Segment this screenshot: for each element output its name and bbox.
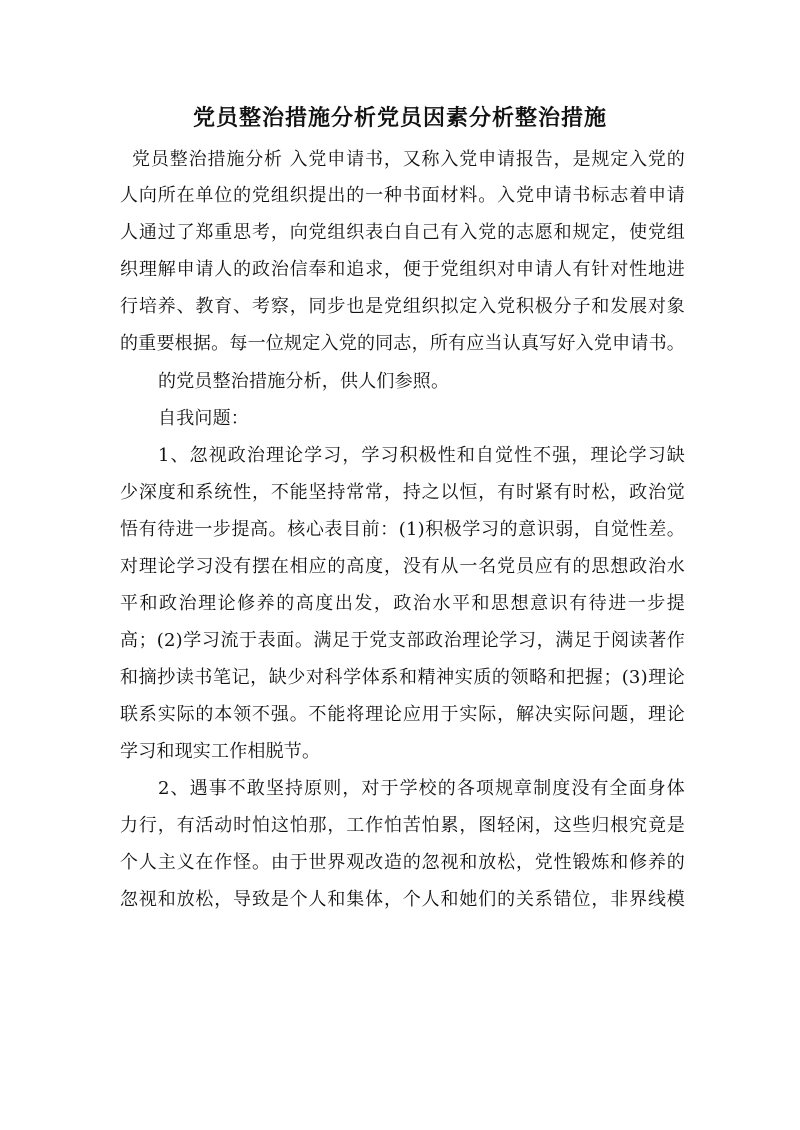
- paragraph-line: 高；(2)学习流于表面。满足于党支部政治理论学习，满足于阅读著作: [120, 630, 685, 651]
- paragraph-line: 2、遇事不敢坚持原则，对于学校的各项规章制度没有全面身体: [158, 778, 685, 799]
- paragraph-line: 联系实际的本领不强。不能将理论应用于实际，解决实际问题，理论: [120, 704, 685, 725]
- paragraph-line: 的重要根据。每一位规定入党的同志，所有应当认真写好入党申请书。: [120, 333, 685, 354]
- paragraph-line: 人通过了郑重思考，向党组织表白自己有入党的志愿和规定，使党组: [120, 222, 685, 243]
- paragraph-line: 少深度和系统性，不能坚持常常，持之以恒，有时紧有时松，政治觉: [120, 482, 685, 503]
- paragraph-line: 学习和现实工作相脱节。: [120, 741, 321, 762]
- paragraph-line: 行培养、教育、考察，同步也是党组织拟定入党积极分子和发展对象: [120, 296, 685, 317]
- paragraph-line: 个人主义在作怪。由于世界观改造的忽视和放松，党性锻炼和修养的: [120, 852, 685, 873]
- paragraph-line: 1、忽视政治理论学习，学习积极性和自觉性不强，理论学习缺: [158, 445, 685, 466]
- paragraph-line: 平和政治理论修养的高度出发，政治水平和思想意识有待进一步提: [120, 593, 685, 614]
- section-heading: 自我问题：: [158, 408, 249, 429]
- paragraph-line: 忽视和放松，导致是个人和集体，个人和她们的关系错位，非界线模: [120, 889, 685, 910]
- paragraph-line: 悟有待进一步提高。核心表目前：(1)积极学习的意识弱，自觉性差。: [120, 519, 685, 540]
- paragraph-line: 的党员整治措施分析，供人们参照。: [158, 371, 450, 392]
- paragraph-line: 对理论学习没有摆在相应的高度，没有从一名党员应有的思想政治水: [120, 556, 685, 577]
- paragraph-line: 人向所在单位的党组织提出的一种书面材料。入党申请书标志着申请: [120, 185, 685, 206]
- paragraph-line: 织理解申请人的政治信奉和追求，便于党组织对申请人有针对性地进: [120, 259, 685, 280]
- paragraph-line: 和摘抄读书笔记，缺少对科学体系和精神实质的领略和把握；(3)理论: [120, 667, 685, 688]
- paragraph-line: 党员整治措施分析 入党申请书，又称入党申请报告，是规定入党的: [132, 149, 685, 170]
- paragraph-line: 力行，有活动时怕这怕那，工作怕苦怕累，图轻闲，这些归根究竟是: [120, 815, 685, 836]
- document-title: 党员整治措施分析党员因素分析整治措施: [192, 105, 607, 131]
